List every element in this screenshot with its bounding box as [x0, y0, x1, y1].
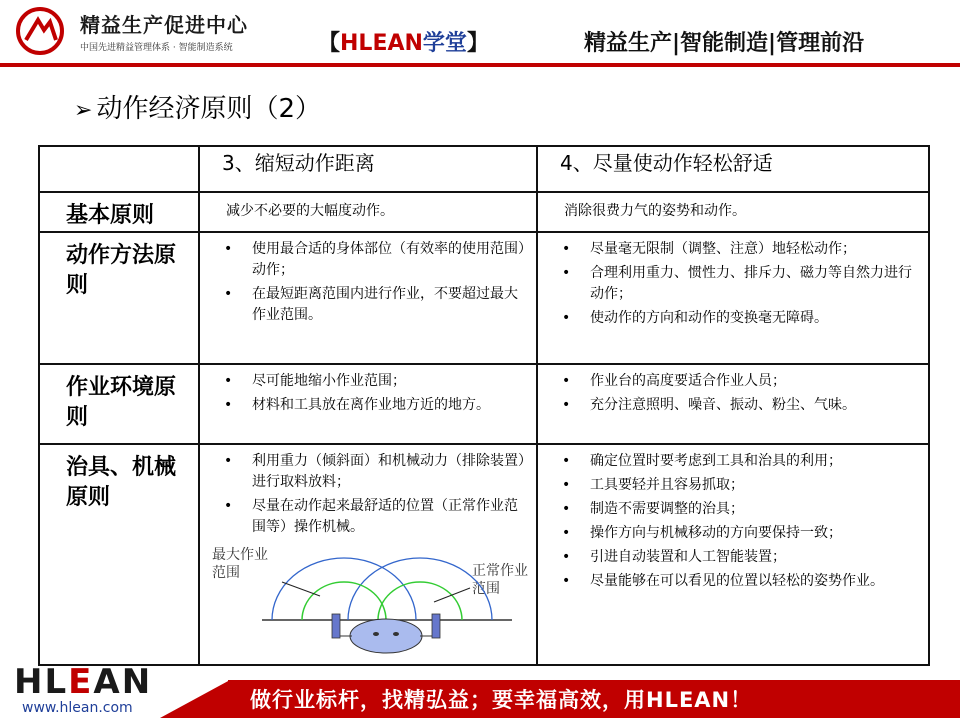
- header-cell-shorten-distance: 3、缩短动作距离: [199, 146, 537, 192]
- table-row-method: [39, 232, 929, 364]
- table-header-row: [39, 146, 929, 192]
- list-item: • 操作方向与机械移动的方向要保持一致；: [560, 523, 920, 544]
- page-title: [74, 88, 321, 125]
- footer-slogan: 做行业标杆，找精弘益；要幸福高效，用HLEAN！: [250, 688, 753, 712]
- list-item: • 尽可能地缩小作业范围；: [222, 371, 528, 392]
- cell-environment-b: [537, 364, 929, 444]
- principles-table: [38, 145, 930, 666]
- list-item: • 制造不需要调整的治具；: [560, 499, 920, 520]
- logo-subtitle: 中国先进精益管理体系 · 智能制造系统: [80, 43, 233, 53]
- header-tagline: 精益生产|智能制造|管理前沿: [584, 31, 865, 56]
- table-row-jig: [39, 444, 929, 665]
- logo-title: 精益生产促进中心: [80, 13, 248, 37]
- cell-basic-a: 减少不必要的大幅度动作。: [199, 192, 537, 232]
- bracket-close: 】: [466, 31, 489, 56]
- normal-range-label: 正常作业范围: [472, 563, 528, 597]
- bracket-open: 【: [318, 31, 341, 56]
- list-item: • 尽量能够在可以看见的位置以轻松的姿势作业。: [560, 571, 920, 592]
- footer-logo-e: E: [68, 662, 94, 702]
- list-item: • 作业台的高度要适合作业人员；: [560, 371, 920, 392]
- page-title-text: 动作经济原则（2）: [96, 94, 321, 124]
- row-label-environment: 作业环境原则: [39, 364, 199, 444]
- footer-slash-decoration: [160, 680, 230, 718]
- footer-logo-h: H: [14, 662, 45, 702]
- list-item: • 利用重力（倾斜面）和机械动力（排除装置）进行取料放料；: [222, 451, 528, 493]
- logo-icon: [12, 6, 72, 56]
- brand-hlean: HLEAN: [340, 31, 423, 56]
- footer-logo: [14, 662, 152, 702]
- header-cell-empty: [39, 146, 199, 192]
- list-item: • 使用最合适的身体部位（有效率的使用范围）动作；: [222, 239, 528, 281]
- list-item: • 引进自动装置和人工智能装置；: [560, 547, 920, 568]
- max-range-label: 最大作业范围: [212, 547, 268, 581]
- list-item: • 合理利用重力、惯性力、排斥力、磁力等自然力进行动作；: [560, 263, 920, 305]
- list-item: • 确定位置时要考虑到工具和治具的利用；: [560, 451, 920, 472]
- work-range-arcs: [222, 544, 542, 654]
- row-label-basic: 基本原则: [39, 192, 199, 232]
- footer-url-link[interactable]: www.hlean.com: [22, 700, 133, 716]
- cell-jig-b: [537, 444, 929, 665]
- brand-school: 学堂: [422, 31, 467, 56]
- row-label-method: 动作方法原则: [39, 232, 199, 364]
- list-item: • 在最短距离范围内进行作业，不要超过最大作业范围。: [222, 284, 528, 326]
- list-item: • 尽量毫无限制（调整、注意）地轻松动作；: [560, 239, 920, 260]
- footer-logo-an: AN: [93, 662, 153, 702]
- footer-logo-l: L: [44, 662, 69, 702]
- list-item: • 材料和工具放在离作业地方近的地方。: [222, 395, 528, 416]
- cell-jig-a: [199, 444, 537, 665]
- table-row-basic: [39, 192, 929, 232]
- header-cell-comfort: 4、尽量使动作轻松舒适: [537, 146, 929, 192]
- row-label-jig: 治具、机械原则: [39, 444, 199, 665]
- cell-environment-a: [199, 364, 537, 444]
- cell-method-a: [199, 232, 537, 364]
- list-item: • 尽量在动作起来最舒适的位置（正常作业范围等）操作机械。: [222, 496, 528, 538]
- arrow-icon: ➢: [74, 98, 93, 123]
- header-divider: [0, 63, 960, 67]
- list-item: • 使动作的方向和动作的变换毫无障碍。: [560, 308, 920, 329]
- table-row-environment: [39, 364, 929, 444]
- list-item: • 充分注意照明、噪音、振动、粉尘、气味。: [560, 395, 920, 416]
- school-brand: [318, 26, 489, 57]
- page-header: [0, 0, 960, 66]
- work-range-diagram: [212, 544, 542, 654]
- list-item: • 工具要轻并且容易抓取；: [560, 475, 920, 496]
- cell-method-b: [537, 232, 929, 364]
- cell-basic-b: 消除很费力气的姿势和动作。: [537, 192, 929, 232]
